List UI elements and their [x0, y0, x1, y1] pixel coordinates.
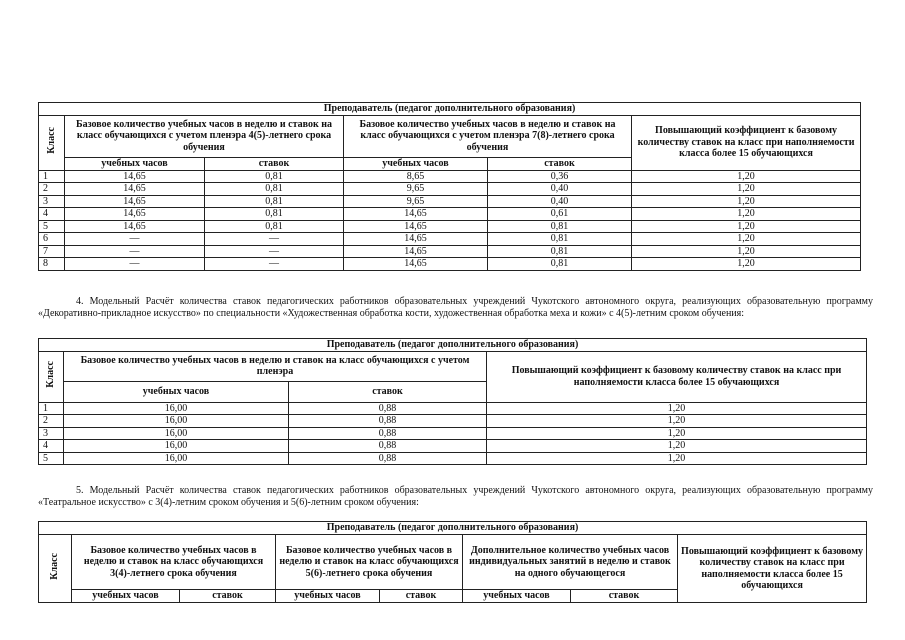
- table-3-group-2: Базовое количество учебных часов в неделю и ставок на класс обучающихся 5(6)-летнего срока обучения: [276, 535, 463, 590]
- table-2-header: Преподаватель (педагог дополнительного образования): [39, 339, 867, 352]
- table-1: [38, 102, 861, 271]
- sub-rates: ставок: [289, 381, 487, 402]
- sub-hours: учебных часов: [65, 157, 205, 170]
- table-cell: 14,65: [65, 195, 205, 208]
- table-row: [39, 427, 867, 440]
- table-cell: 14,65: [344, 208, 488, 221]
- table-row: [39, 258, 861, 271]
- class-number-cell: 5: [39, 220, 65, 233]
- table-cell: 0,88: [289, 452, 487, 465]
- table-cell: 0,81: [205, 208, 344, 221]
- table-row: [39, 402, 867, 415]
- class-number-cell: 6: [39, 233, 65, 246]
- sub-rates: ставок: [180, 590, 276, 603]
- table-cell: 14,65: [344, 245, 488, 258]
- table-cell: 0,81: [205, 195, 344, 208]
- table-row: [39, 415, 867, 428]
- paragraph-4: 4. Модельный Расчёт количества ставок педагогических работников образовательных учреждений Чукотского автономного округа, реализующих образовательную программу «Декоративно-прикладное искусство» по специальности «Художественная обработка кости, художественная обработка меха и кожи» с 4(5)-летним сроком обучения:: [38, 296, 873, 319]
- table-cell: 16,00: [64, 440, 289, 453]
- sub-hours: учебных часов: [72, 590, 180, 603]
- table-cell: 0,81: [205, 183, 344, 196]
- table-cell: 9,65: [344, 195, 488, 208]
- table-cell: —: [205, 258, 344, 271]
- table-cell: —: [65, 258, 205, 271]
- table-cell: 1,20: [487, 440, 867, 453]
- table-row: [39, 195, 861, 208]
- class-number-cell: 1: [39, 402, 64, 415]
- table-3-class-header: [39, 535, 72, 603]
- table-3-header: Преподаватель (педагог дополнительного образования): [39, 522, 867, 535]
- class-number-cell: 5: [39, 452, 64, 465]
- class-number-cell: 4: [39, 208, 65, 221]
- class-number-cell: 1: [39, 170, 65, 183]
- table-cell: 0,61: [488, 208, 632, 221]
- class-number-cell: 3: [39, 195, 65, 208]
- sub-hours: учебных часов: [344, 157, 488, 170]
- table-3-group-3: Дополнительное количество учебных часов индивидуальных занятий в неделю и ставок на одного обучающегося: [463, 535, 678, 590]
- table-cell: 1,20: [632, 170, 861, 183]
- table-cell: 1,20: [632, 233, 861, 246]
- table-3-coef-header: Повышающий коэффициент к базовому количеству ставок на класс при наполняемости класса более 15 обучающихся: [678, 535, 867, 603]
- table-row: [39, 208, 861, 221]
- table-1-coef-header: Повышающий коэффициент к базовому количеству ставок на класс при наполняемости класса более 15 обучающихся: [632, 115, 861, 170]
- table-cell: 0,88: [289, 427, 487, 440]
- table-cell: 1,20: [632, 195, 861, 208]
- sub-rates: ставок: [571, 590, 678, 603]
- table-cell: 1,20: [632, 245, 861, 258]
- sub-hours: учебных часов: [463, 590, 571, 603]
- sub-rates: ставок: [488, 157, 632, 170]
- table-2-class-header: [39, 351, 64, 402]
- table-row: [39, 220, 861, 233]
- table-row: [39, 452, 867, 465]
- class-label: Класс: [49, 553, 61, 581]
- table-cell: 0,88: [289, 440, 487, 453]
- table-row: [39, 233, 861, 246]
- table-cell: 1,20: [487, 402, 867, 415]
- class-number-cell: 4: [39, 440, 64, 453]
- table-cell: 0,81: [205, 220, 344, 233]
- table-cell: —: [65, 245, 205, 258]
- table-cell: 1,20: [632, 208, 861, 221]
- table-cell: 14,65: [344, 233, 488, 246]
- table-1-group-1: Базовое количество учебных часов в неделю и ставок на класс обучающихся с учетом пленэра 4(5)-летнего срока обучения: [65, 115, 344, 157]
- table-cell: 14,65: [65, 208, 205, 221]
- class-number-cell: 2: [39, 415, 64, 428]
- table-cell: 14,65: [65, 170, 205, 183]
- table-cell: 0,40: [488, 183, 632, 196]
- table-1-header: Преподаватель (педагог дополнительного образования): [39, 103, 861, 116]
- sub-hours: учебных часов: [276, 590, 380, 603]
- table-row: [39, 440, 867, 453]
- table-cell: 8,65: [344, 170, 488, 183]
- table-cell: —: [65, 233, 205, 246]
- table-2-coef-header: Повышающий коэффициент к базовому количеству ставок на класс при наполняемости класса более 15 обучающихся: [487, 351, 867, 402]
- table-cell: 14,65: [344, 258, 488, 271]
- table-1-group-2: Базовое количество учебных часов в неделю и ставок на класс обучающихся с учетом пленэра 7(8)-летнего срока обучения: [344, 115, 632, 157]
- sub-hours: учебных часов: [64, 381, 289, 402]
- table-1-class-header: [39, 115, 65, 170]
- table-cell: 1,20: [632, 183, 861, 196]
- table-cell: 0,81: [488, 220, 632, 233]
- class-label: Класс: [45, 127, 57, 155]
- sub-rates: ставок: [205, 157, 344, 170]
- table-cell: 0,81: [488, 233, 632, 246]
- table-cell: —: [205, 245, 344, 258]
- table-cell: 1,20: [487, 427, 867, 440]
- class-number-cell: 2: [39, 183, 65, 196]
- table-cell: 16,00: [64, 427, 289, 440]
- table-cell: 1,20: [487, 452, 867, 465]
- class-number-cell: 7: [39, 245, 65, 258]
- table-row: [39, 183, 861, 196]
- table-cell: 0,40: [488, 195, 632, 208]
- table-cell: 16,00: [64, 452, 289, 465]
- table-3-group-1: Базовое количество учебных часов в неделю и ставок на класс обучающихся 3(4)-летнего срока обучения: [72, 535, 276, 590]
- table-cell: 0,36: [488, 170, 632, 183]
- table-2-group-1: Базовое количество учебных часов в неделю и ставок на класс обучающихся с учетом пленэра: [64, 351, 487, 381]
- table-cell: 16,00: [64, 415, 289, 428]
- table-cell: 1,20: [487, 415, 867, 428]
- table-cell: 1,20: [632, 220, 861, 233]
- class-number-cell: 3: [39, 427, 64, 440]
- sub-rates: ставок: [380, 590, 463, 603]
- paragraph-5: 5. Модельный Расчёт количества ставок педагогических работников образовательных учреждений Чукотского автономного округа, реализующих образовательную программу «Театральное искусство» с 3(4)-летним сроком обучения и 5(6)-летним сроком обучения:: [38, 485, 873, 508]
- table-2: [38, 338, 867, 465]
- table-3: [38, 521, 867, 603]
- table-cell: 0,81: [488, 258, 632, 271]
- table-cell: 0,88: [289, 415, 487, 428]
- table-cell: 16,00: [64, 402, 289, 415]
- table-cell: 14,65: [344, 220, 488, 233]
- table-cell: 9,65: [344, 183, 488, 196]
- table-cell: 0,88: [289, 402, 487, 415]
- table-cell: 0,81: [205, 170, 344, 183]
- table-row: [39, 245, 861, 258]
- table-cell: 0,81: [488, 245, 632, 258]
- table-cell: 14,65: [65, 220, 205, 233]
- class-label: Класс: [45, 361, 57, 389]
- table-row: [39, 170, 861, 183]
- table-cell: —: [205, 233, 344, 246]
- table-cell: 1,20: [632, 258, 861, 271]
- table-cell: 14,65: [65, 183, 205, 196]
- class-number-cell: 8: [39, 258, 65, 271]
